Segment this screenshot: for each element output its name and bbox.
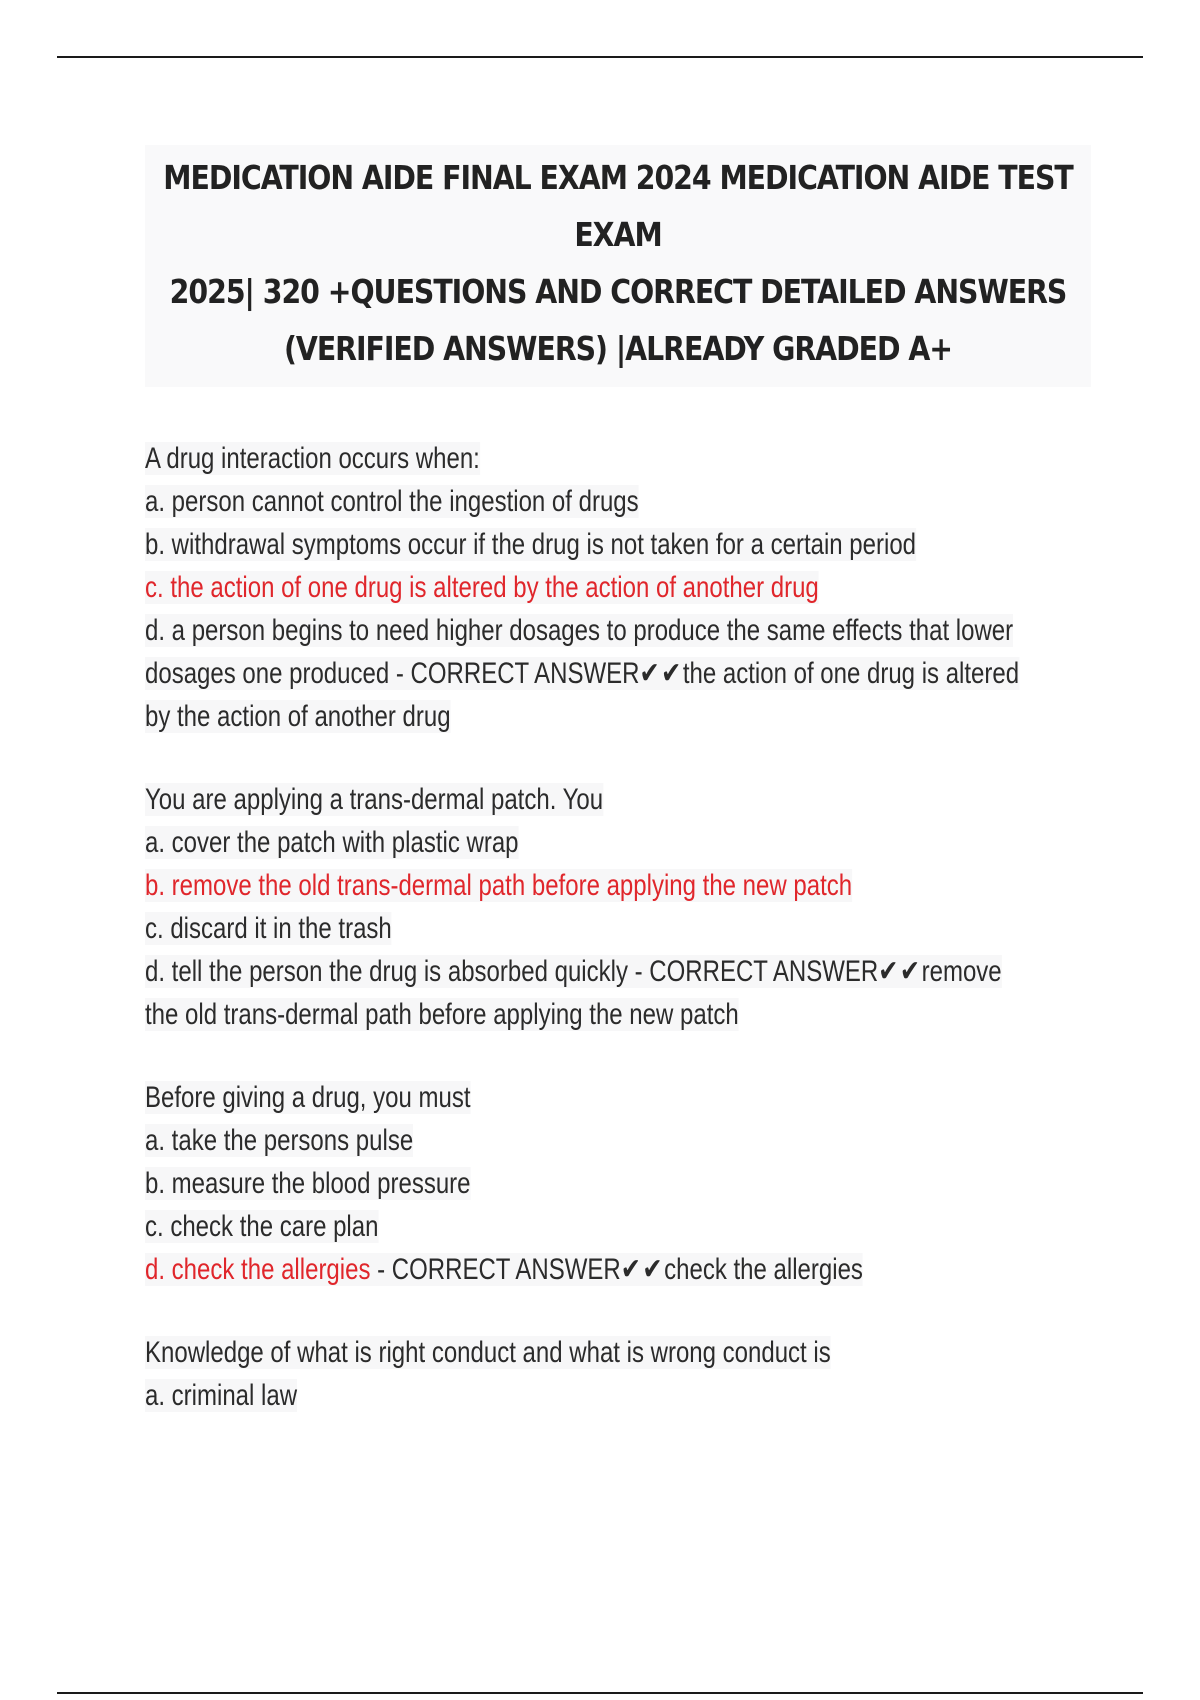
top-rule	[57, 56, 1143, 58]
option-b-correct: b. remove the old trans-dermal path before applying the new patch	[145, 869, 853, 902]
question-block-2	[145, 778, 1085, 1036]
title-line-2: 2025| 320 +QUESTIONS AND CORRECT DETAILED ANSWERS	[169, 272, 1067, 311]
title-line-1: MEDICATION AIDE FINAL EXAM 2024 MEDICATION AIDE TEST EXAM	[163, 158, 1073, 254]
question-block-3	[145, 1076, 1085, 1291]
check-mark-icon: ✔✔	[878, 955, 922, 988]
question-text: Knowledge of what is right conduct and what is wrong conduct is	[145, 1336, 831, 1369]
correct-answer-continued: the old trans-dermal path before applying the new patch	[145, 998, 739, 1031]
option-a: a. person cannot control the ingestion of drugs	[145, 485, 639, 518]
check-mark-icon: ✔✔	[639, 657, 683, 690]
option-b: b. measure the blood pressure	[145, 1167, 471, 1200]
question-text: You are applying a trans-dermal patch. You	[145, 783, 604, 816]
title-line-3: (VERIFIED ANSWERS) |ALREADY GRADED A+	[283, 329, 953, 368]
option-b: b. withdrawal symptoms occur if the drug is not taken for a certain period	[145, 528, 917, 561]
option-c: c. check the care plan	[145, 1210, 379, 1243]
option-d: d. a person begins to need higher dosages to produce the same effects that lower	[145, 614, 1014, 647]
document-title	[145, 149, 1091, 377]
option-c: c. discard it in the trash	[145, 912, 392, 945]
option-a: a. criminal law	[145, 1379, 298, 1412]
question-text: Before giving a drug, you must	[145, 1081, 471, 1114]
correct-answer-continued: by the action of another drug	[145, 700, 451, 733]
correct-answer-line: dosages one produced - CORRECT ANSWER✔✔the action of one drug is altered	[145, 657, 1020, 690]
question-block-4	[145, 1331, 1085, 1417]
option-a: a. cover the patch with plastic wrap	[145, 826, 519, 859]
option-d: d. tell the person the drug is absorbed quickly - CORRECT ANSWER✔✔remove	[145, 955, 1002, 988]
bottom-rule	[57, 1692, 1143, 1694]
question-text: A drug interaction occurs when:	[145, 442, 480, 475]
option-a: a. take the persons pulse	[145, 1124, 414, 1157]
option-d-correct: d. check the allergies - CORRECT ANSWER✔✔check the allergies	[145, 1253, 863, 1286]
title-box	[145, 145, 1091, 387]
option-c-correct: c. the action of one drug is altered by the action of another drug	[145, 571, 819, 604]
check-mark-icon: ✔✔	[620, 1253, 665, 1286]
question-list	[145, 437, 1085, 1457]
question-block-1	[145, 437, 1085, 738]
